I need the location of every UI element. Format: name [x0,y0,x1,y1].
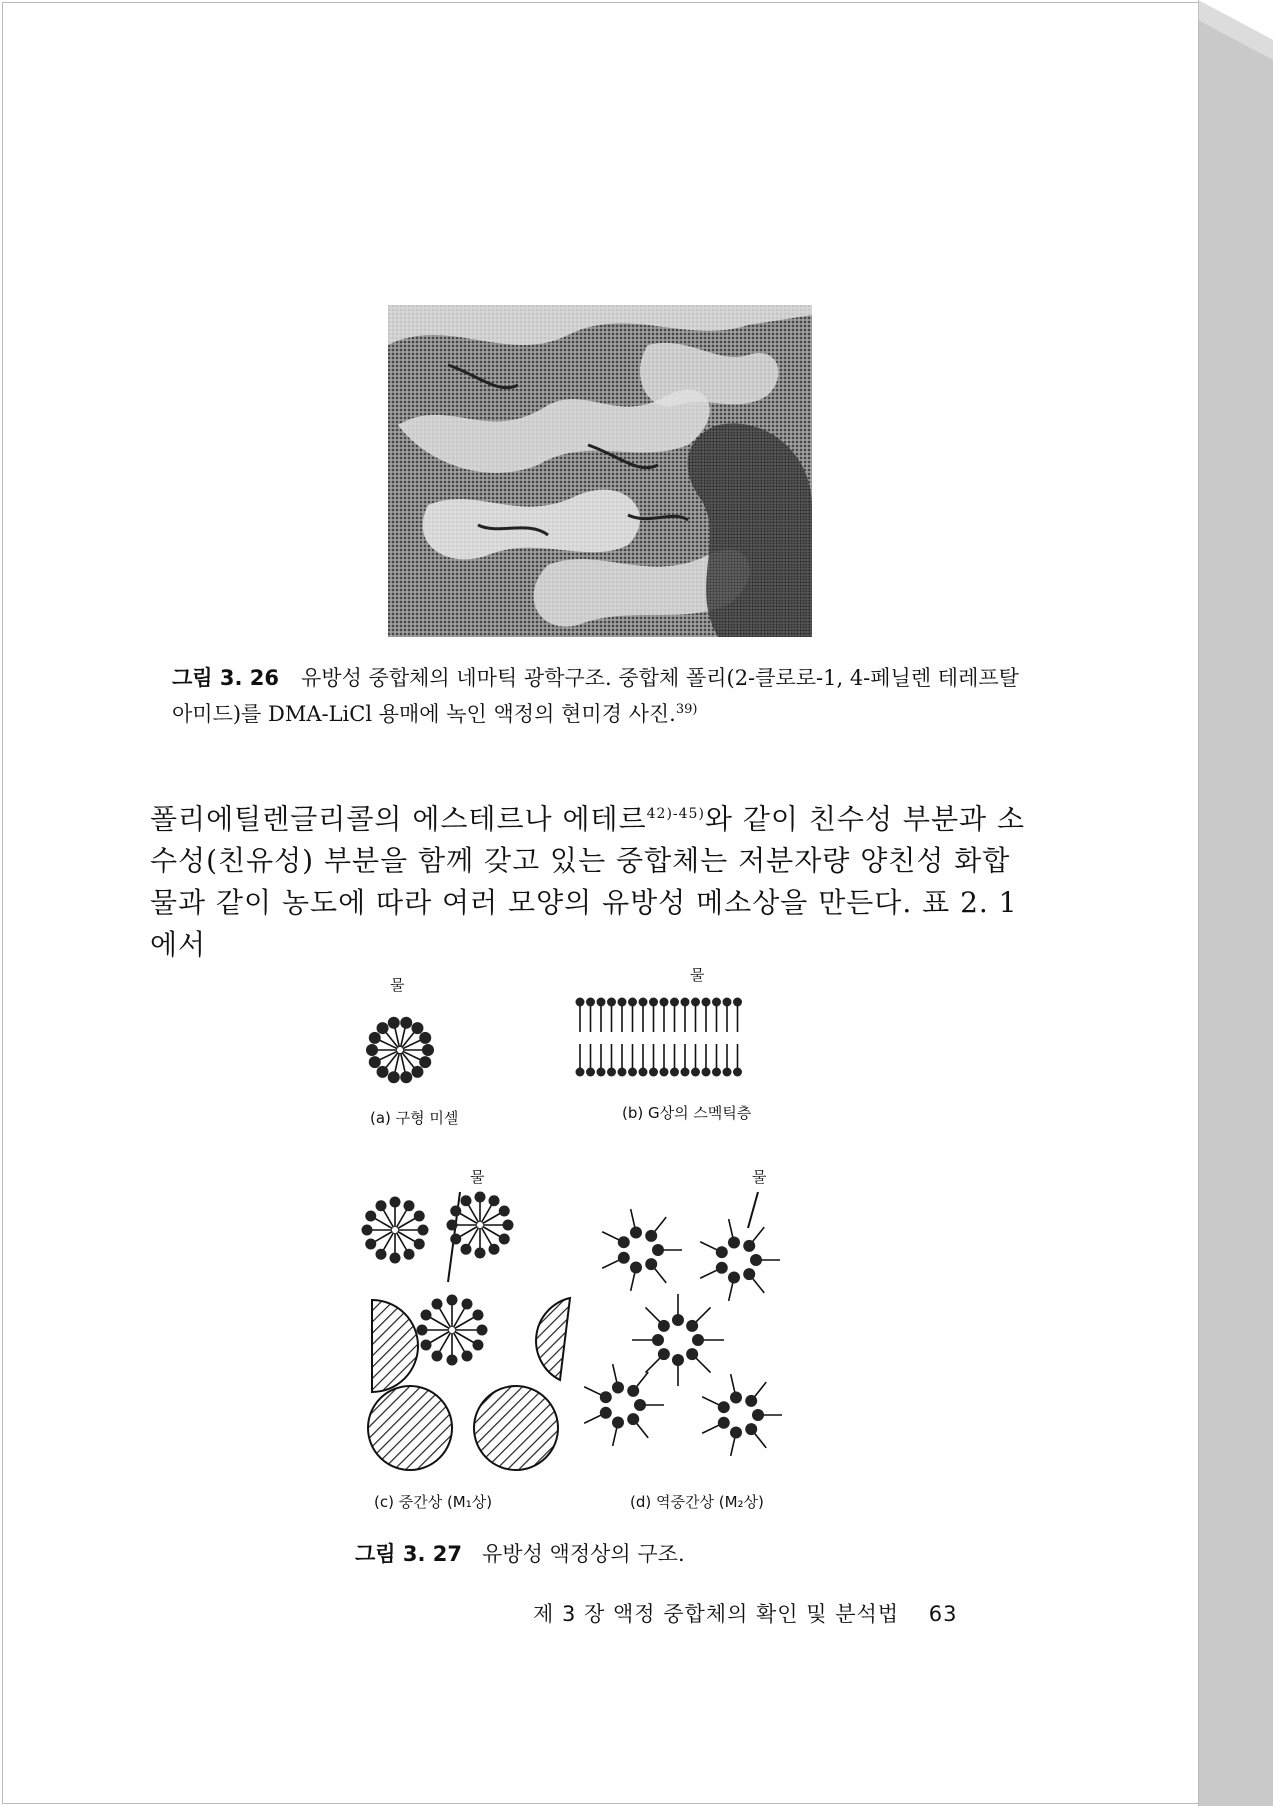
amphiphile-head [377,1066,389,1078]
amphiphile-head [628,1068,637,1077]
amphiphile-head [730,1391,742,1403]
figure-caption-text: 유방성 액정상의 구조. [482,1542,685,1566]
reference-superscript: 39) [675,702,698,717]
amphiphile-head [702,998,711,1007]
amphiphile-head [462,1299,473,1310]
amphiphile-head [716,1246,728,1258]
smectic-bilayer [576,998,743,1077]
amphiphile-head [645,1230,657,1242]
water-label-a: 물 [390,976,405,994]
amphiphile-head [472,1310,483,1321]
amphiphile-head [600,1407,612,1419]
panel-b-label: (b) G상의 스멕틱층 [622,1104,752,1122]
amphiphile-head [618,1068,627,1077]
amphiphile-head [447,1355,458,1366]
figure-label: 그림 3. 27 [355,1542,463,1566]
amphiphile-head [733,1068,742,1077]
amphiphile-head [447,1220,458,1231]
amphiphile-head [752,1409,764,1421]
amphiphile-head [417,1325,428,1336]
amphiphile-head [414,1211,425,1222]
amphiphile-head [745,1395,757,1407]
paragraph-text-part1: 폴리에틸렌글리콜의 에스테르나 에테르 [150,802,647,836]
amphiphile-head [597,998,606,1007]
amphiphile-head [369,1032,381,1044]
amphiphile-head [489,1244,500,1255]
amphiphile-head [499,1206,510,1217]
amphiphile-head [404,1249,415,1260]
amphiphile-head [475,1192,486,1203]
amphiphile-head [462,1350,473,1361]
amphiphile-head [597,1068,606,1077]
amphiphile-head [645,1258,657,1270]
amphiphile-head [586,1068,595,1077]
water-label-d: 물 [752,1168,767,1186]
amphiphile-head [712,998,721,1007]
amphiphile-head [730,1427,742,1439]
amphiphile-head [728,1236,740,1248]
amphiphile-head [607,998,616,1007]
figure-caption-3-26 [172,662,1032,730]
amphiphile-head [365,1211,376,1222]
amphiphile-head [421,1340,432,1351]
amphiphile-head [421,1310,432,1321]
amphiphile-head [618,1252,630,1264]
amphiphile-head [400,1071,412,1083]
amphiphile-head [499,1234,510,1245]
amphiphile-head [366,1044,378,1056]
amphiphile-head [718,1417,730,1429]
amphiphile-head [388,1017,400,1029]
amphiphile-head [670,1068,679,1077]
lyotropic-structures-diagram [360,960,820,1530]
amphiphile-head [388,1071,400,1083]
amphiphile-head [627,1413,639,1425]
panel-d-label: (d) 역중간상 (M₂상) [630,1493,764,1511]
amphiphile-head [362,1225,373,1236]
amphiphile-head [419,1056,431,1068]
micrograph-photo [388,305,812,637]
amphiphile-head [376,1200,387,1211]
amphiphile-head [743,1240,755,1252]
amphiphile-head [369,1056,381,1068]
amphiphile-head [639,998,648,1007]
amphiphile-head [612,1417,624,1429]
water-label-c: 물 [470,1168,485,1186]
amphiphile-head [422,1044,434,1056]
amphiphile-head [681,998,690,1007]
amphiphile-head [404,1200,415,1211]
amphiphile-head [576,1068,585,1077]
amphiphile-head [419,1032,431,1044]
amphiphile-head [450,1234,461,1245]
page-footer [533,1598,958,1628]
reference-superscript: 42)-45) [646,806,705,822]
amphiphile-head [723,1068,732,1077]
amphiphile-head [743,1268,755,1280]
amphiphile-head [649,1068,658,1077]
amphiphile-head [600,1391,612,1403]
amphiphile-head [414,1239,425,1250]
amphiphile-head [649,998,658,1007]
hatched-cylinder [368,1386,452,1470]
amphiphile-head [618,998,627,1007]
amphiphile-head [745,1423,757,1435]
hatched-cylinder [372,1300,418,1392]
amphiphile-head [670,998,679,1007]
amphiphile-head [716,1262,728,1274]
amphiphile-head [618,1236,630,1248]
amphiphile-head [750,1254,762,1266]
amphiphile-head [418,1225,429,1236]
amphiphile-head [607,1068,616,1077]
amphiphile-head [652,1244,664,1256]
amphiphile-head [672,1314,684,1326]
water-label-b: 물 [690,966,705,984]
amphiphile-head [612,1381,624,1393]
amphiphile-head [681,1068,690,1077]
amphiphile-head [691,1068,700,1077]
amphiphile-head [450,1206,461,1217]
amphiphile-head [672,1354,684,1366]
amphiphile-head [503,1220,514,1231]
amphiphile-head [461,1195,472,1206]
amphiphile-head [658,1320,670,1332]
amphiphile-head [411,1022,423,1034]
amphiphile-head [475,1248,486,1259]
amphiphile-head [658,1348,670,1360]
body-paragraph [150,793,1030,966]
inverted-middle-phase [584,1209,782,1456]
book-spine [1198,0,1273,1806]
amphiphile-head [630,1226,642,1238]
amphiphile-head [576,998,585,1007]
amphiphile-head [660,1068,669,1077]
amphiphile-head [660,998,669,1007]
amphiphile-head [628,998,637,1007]
amphiphile-head [630,1262,642,1274]
figure-caption-3-27 [355,1538,685,1568]
amphiphile-head [432,1350,443,1361]
amphiphile-head [377,1022,389,1034]
panel-a-label: (a) 구형 미셀 [370,1109,459,1127]
amphiphile-head [718,1401,730,1413]
amphiphile-head [432,1299,443,1310]
amphiphile-head [365,1239,376,1250]
amphiphile-head [472,1340,483,1351]
amphiphile-head [702,1068,711,1077]
amphiphile-head [586,998,595,1007]
figure-label: 그림 3. 26 [172,666,280,690]
amphiphile-head [400,1017,412,1029]
amphiphile-head [376,1249,387,1260]
amphiphile-head [691,998,700,1007]
amphiphile-head [634,1399,646,1411]
amphiphile-head [477,1325,488,1336]
amphiphile-head [652,1334,664,1346]
amphiphile-head [627,1385,639,1397]
amphiphile-head [390,1197,401,1208]
amphiphile-head [686,1320,698,1332]
amphiphile-head [411,1066,423,1078]
page-number: 63 [928,1602,958,1626]
chapter-title: 제 3 장 액정 중합체의 확인 및 분석법 [533,1602,900,1626]
panel-c-label: (c) 중간상 (M₁상) [374,1493,493,1511]
amphiphile-head [733,998,742,1007]
hatched-cylinder [536,1298,570,1380]
amphiphile-head [712,1068,721,1077]
amphiphile-head [489,1195,500,1206]
spherical-micelle [366,1017,434,1084]
amphiphile-head [447,1295,458,1306]
amphiphile-head [639,1068,648,1077]
hatched-cylinder [474,1386,558,1470]
amphiphile-head [686,1348,698,1360]
amphiphile-head [692,1334,704,1346]
amphiphile-head [728,1272,740,1284]
figure-caption-text: 유방성 중합체의 네마틱 광학구조. 중합체 폴리(2-클로로-1, 4-페닐렌 테레프탈아미드)를 DMA-LiCl 용매에 녹인 액정의 현미경 사진. [172,666,1019,726]
amphiphile-head [461,1244,472,1255]
amphiphile-head [723,998,732,1007]
paragraph-text-part2: 와 같이 친수성 부분과 소수성(친유성) 부분을 함께 갖고 있는 중합체는 저분자량 양친성 화합물과 같이 농도에 따라 여러 모양의 유방성 메소상을 만든다. 표 2. 1에서 [150,802,1026,962]
amphiphile-head [390,1253,401,1264]
